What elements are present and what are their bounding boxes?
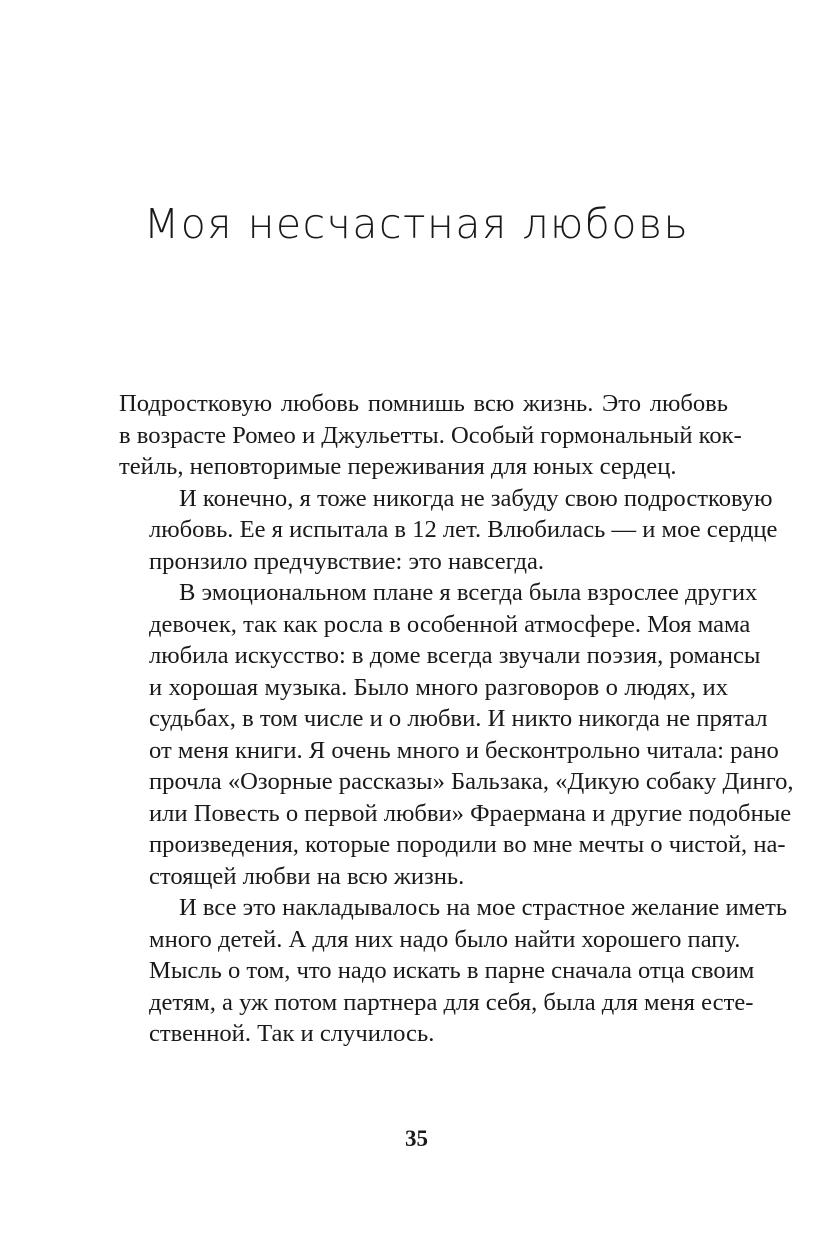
paragraph-1 — [119, 388, 742, 483]
text-line: ственной. Так и случилось. — [149, 1020, 435, 1047]
text-line: от меня книги. Я очень много и бесконтрольно читала: рано — [149, 736, 779, 764]
paragraph-3 — [119, 577, 794, 892]
page-number: 35 — [405, 1126, 428, 1151]
text-line: или Повесть о первой любви» Фраермана и другие подобные — [149, 799, 792, 827]
chapter-body — [119, 388, 794, 1050]
paragraph-4 — [119, 892, 788, 1050]
text-line: тейль, неповторимые переживания для юных сердец. — [119, 453, 677, 480]
paragraph-2 — [119, 483, 778, 578]
text-line: Мысль о том, что надо искать в парне сначала отца своим — [149, 957, 755, 984]
text-line: пронзило предчувствие: это навсегда. — [149, 547, 545, 575]
text-line: любовь. Ее я испытала в 12 лет. Влюбилась — и мое сердце — [149, 516, 778, 543]
text-line: судьбах, в том числе и о любви. И никто никогда не прятал — [149, 705, 768, 732]
text-line: И конечно, я тоже никогда не забуду свою подростковую — [179, 484, 773, 512]
text-line: детям, а уж потом партнера для себя, была для меня есте- — [149, 988, 754, 1016]
text-line: в возрасте Ромео и Джульетты. Особый гормональный кок- — [119, 421, 742, 449]
text-line: Подростковую любовь помнишь всю жизнь. Это любовь — [119, 390, 728, 417]
chapter-title: Моя несчастная любовь — [143, 200, 690, 248]
text-line: произведения, которые породили во мне мечты о чистой, на- — [149, 831, 786, 858]
text-line: любила искусство: в доме всегда звучали поэзия, романсы — [149, 642, 761, 669]
text-line: стоящей любви на всю жизнь. — [149, 862, 465, 890]
text-line: В эмоциональном плане я всегда была взрослее других — [179, 579, 758, 606]
text-line: много детей. А для них надо было найти хорошего папу. — [149, 925, 741, 953]
text-line: девочек, так как росла в особенной атмосфере. Моя мама — [149, 610, 751, 638]
text-line: И все это накладывалось на мое страстное желание иметь — [179, 894, 788, 921]
text-line: и хорошая музыка. Было много разговоров о людях, их — [149, 673, 728, 701]
text-line: прочла «Озорные рассказы» Бальзака, «Дикую собаку Динго, — [149, 768, 794, 795]
